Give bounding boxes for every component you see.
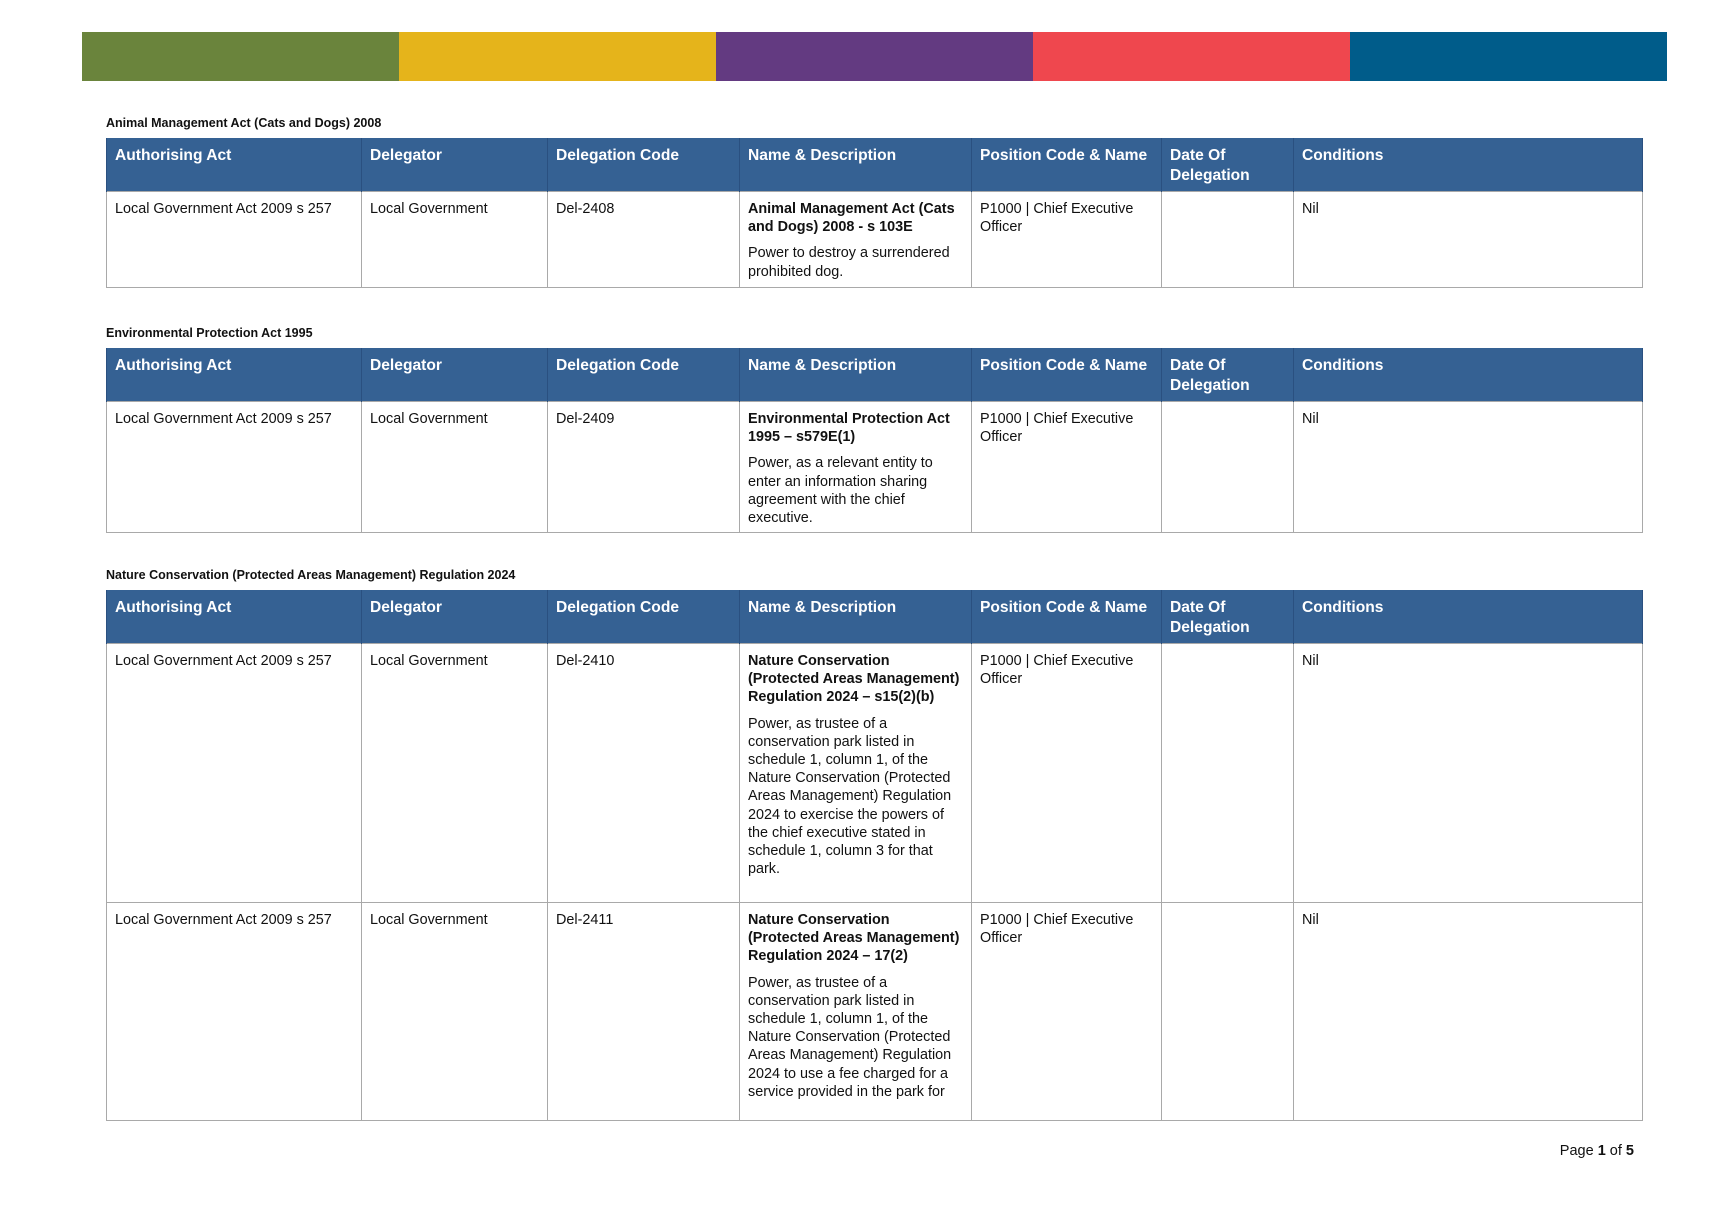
cell-delegation-code: Del-2408 [548,192,740,288]
cell-conditions: Nil [1294,192,1643,288]
col-header-delegator: Delegator [362,348,548,402]
col-header-authorising-act: Authorising Act [107,348,362,402]
cell-date [1162,192,1294,288]
cell-name-description [740,402,972,533]
delegation-description: Power, as trustee of a conservation park listed in schedule 1, column 1, of the Nature Conservation (Protected Areas Management) Regulation 2024 to exercise the powers of the chief executive stated in schedule 1, column 3 for that park. [748,715,952,878]
col-header-delegator: Delegator [362,590,548,644]
col-header-name-description: Name & Description [740,348,972,402]
col-header-delegation-code: Delegation Code [548,590,740,644]
section-title-nature-conservation: Nature Conservation (Protected Areas Management) Regulation 2024 [106,568,516,582]
color-band-red [1033,32,1350,81]
color-band-green [82,32,399,81]
section-title-environmental-protection: Environmental Protection Act 1995 [106,326,313,340]
header-color-band [82,32,1667,81]
col-header-position: Position Code & Name [972,138,1162,192]
delegation-act-title: Animal Management Act (Cats and Dogs) 2008 - s 103E [748,201,955,236]
col-header-delegator: Delegator [362,138,548,192]
delegation-description: Power, as trustee of a conservation park listed in schedule 1, column 1, of the Nature Conservation (Protected Areas Management) Regulation 2024 to use a fee charged for a service provided in the park for [748,974,952,1100]
cell-name-description [740,192,972,288]
cell-delegation-code: Del-2410 [548,644,740,903]
delegation-table-animal-management [106,138,1643,288]
delegation-description: Power, as a relevant entity to enter an information sharing agreement with the chief executive. [748,455,933,527]
page-label: Page [1559,1143,1594,1159]
delegation-act-title: Nature Conservation (Protected Areas Management) Regulation 2024 – 17(2) [748,912,960,965]
delegation-table-nature-conservation [106,590,1643,1121]
cell-conditions: Nil [1294,402,1643,533]
table-row [107,192,1643,288]
col-header-conditions: Conditions [1294,348,1643,402]
cell-position: P1000 | Chief Executive Officer [972,192,1162,288]
col-header-authorising-act: Authorising Act [107,590,362,644]
table-header-row [107,590,1643,644]
col-header-conditions: Conditions [1294,590,1643,644]
cell-delegator: Local Government [362,903,548,1121]
cell-date [1162,644,1294,903]
page-current: 1 [1597,1143,1606,1159]
cell-position: P1000 | Chief Executive Officer [972,644,1162,903]
delegation-act-title: Environmental Protection Act 1995 – s579E(1) [748,411,950,446]
cell-name-description [740,903,972,1121]
cell-date [1162,903,1294,1121]
color-band-blue [1350,32,1667,81]
cell-position: P1000 | Chief Executive Officer [972,903,1162,1121]
col-header-date: Date Of Delegation [1162,348,1294,402]
color-band-yellow [399,32,716,81]
section-title-animal-management: Animal Management Act (Cats and Dogs) 2008 [106,116,382,130]
cell-delegation-code: Del-2411 [548,903,740,1121]
delegation-description: Power to destroy a surrendered prohibited dog. [748,245,950,280]
cell-name-description [740,644,972,903]
page-number [1560,1143,1634,1159]
cell-delegator: Local Government [362,402,548,533]
col-header-name-description: Name & Description [740,138,972,192]
cell-conditions: Nil [1294,644,1643,903]
table-header-row [107,348,1643,402]
col-header-position: Position Code & Name [972,348,1162,402]
cell-date [1162,402,1294,533]
page-total: 5 [1625,1143,1634,1159]
color-band-purple [716,32,1033,81]
cell-delegation-code: Del-2409 [548,402,740,533]
col-header-date: Date Of Delegation [1162,138,1294,192]
col-header-authorising-act: Authorising Act [107,138,362,192]
table-header-row [107,138,1643,192]
col-header-delegation-code: Delegation Code [548,138,740,192]
cell-authorising-act: Local Government Act 2009 s 257 [107,192,362,288]
cell-position: P1000 | Chief Executive Officer [972,402,1162,533]
cell-authorising-act: Local Government Act 2009 s 257 [107,402,362,533]
cell-authorising-act: Local Government Act 2009 s 257 [107,644,362,903]
delegation-table-environmental-protection [106,348,1643,533]
table-row [107,644,1643,903]
cell-delegator: Local Government [362,192,548,288]
table-row [107,903,1643,1121]
col-header-conditions: Conditions [1294,138,1643,192]
col-header-position: Position Code & Name [972,590,1162,644]
delegation-act-title: Nature Conservation (Protected Areas Management) Regulation 2024 – s15(2)(b) [748,653,960,706]
page-of-label: of [1609,1143,1622,1159]
col-header-name-description: Name & Description [740,590,972,644]
col-header-date: Date Of Delegation [1162,590,1294,644]
cell-authorising-act: Local Government Act 2009 s 257 [107,903,362,1121]
table-row [107,402,1643,533]
cell-delegator: Local Government [362,644,548,903]
col-header-delegation-code: Delegation Code [548,348,740,402]
cell-conditions: Nil [1294,903,1643,1121]
